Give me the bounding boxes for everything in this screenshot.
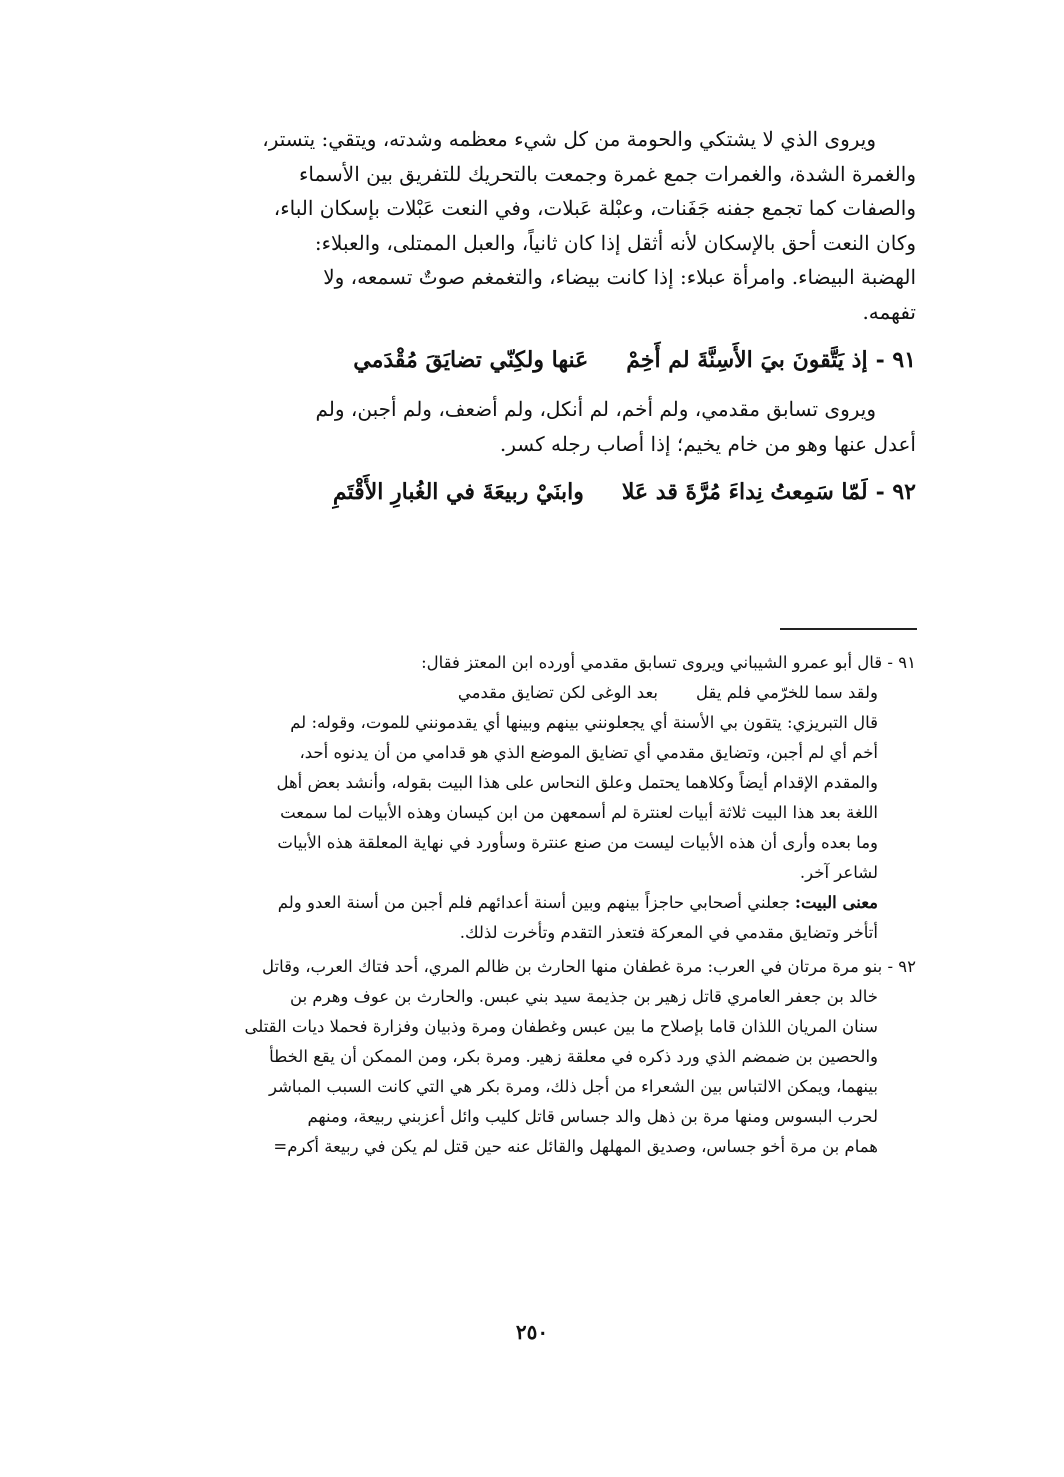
- verse-number: ٩١ -: [875, 347, 916, 373]
- footnote-line: وما بعده وأرى أن هذه الأبيات ليست من صنع عنترة وسأورد في نهاية المعلقة هذه الأبيات: [277, 833, 878, 852]
- verse-second-hemistich: وابنَيْ ربيعَةَ في الغُبارِ الأَقْتَمِ: [332, 479, 584, 505]
- commentary-line: الهضبة البيضاء. وامرأة عبلاء: إذا كانت بيضاء، والتغمغم صوتٌ تسمعه، ولا: [323, 265, 916, 289]
- footnote-line: همام بن مرة أخو جساس، وصديق المهلهل والقائل عنه حين قتل لم يكن في ربيعة أكرم=: [273, 1137, 878, 1156]
- footnote-line: قال التبريزي: يتقون بي الأسنة أي يجعلونني بينهم وبينها أي يقدمونني للموت، وقوله: لم: [290, 713, 878, 732]
- footnote-line: لشاعر آخر.: [799, 863, 878, 882]
- couplet-first-hemistich: ولقد سما للخرّمي فلم يقل: [696, 683, 878, 702]
- footnote-line: لحرب البسوس ومنها مرة بن ذهل والد جساس قاتل كليب وائل أعزبني ربيعة، ومنهم: [307, 1107, 878, 1126]
- footnote-line: سنان المريان اللذان قاما بإصلاح ما بين عبس وغطفان ومرة وذبيان وفزارة فحملا ديات القتلى: [244, 1017, 878, 1036]
- footnote-lead: ٩٢ - بنو مرة مرتان في العرب: مرة غطفان منها الحارث بن ظالم المري، أحد فتاك العرب، وقاتل: [262, 957, 916, 976]
- footnote-couplet: [150, 678, 916, 708]
- meaning-label: معنى البيت:: [794, 893, 878, 912]
- verse-91: [150, 340, 916, 380]
- footnotes: [150, 648, 916, 1166]
- verse-number: ٩٢ -: [875, 479, 916, 505]
- commentary-line: تفهمه.: [862, 299, 916, 324]
- commentary-line: ويروى تسابق مقدمي، ولم أخم، لم أنكل، ولم أضعف، ولم أجبن، ولم: [315, 397, 876, 421]
- footnote-divider: [780, 628, 917, 630]
- meaning-line: أتأخر وتضايق مقدمي في المعركة فتعذر التقدم وتأخرت لذلك.: [459, 923, 878, 942]
- couplet-second-hemistich: بعد الوغى لكن تضايق مقدمي: [457, 683, 659, 702]
- commentary-paragraph: [150, 122, 916, 329]
- verse-first-hemistich: إذ يَتَّقونَ بيَ الأَسِنَّةَ لم أَخِمْ: [626, 347, 868, 373]
- footnote-line: والمقدم الإقدام أيضاً وكلاهما يحتمل وعلق النحاس على هذا البيت بقوله، وأنشد بعض أهل: [276, 773, 878, 792]
- footnote-line: خالد بن جعفر العامري قاتل زهير بن جذيمة سيد بني عبس. والحارث بن عوف وهرم بن: [290, 987, 878, 1006]
- main-text: [150, 122, 916, 524]
- commentary-line: أعدل عنها وهو من خام يخيم؛ إذا أصاب رجله كسر.: [499, 431, 916, 456]
- meaning-line: [150, 888, 916, 918]
- commentary-line: والصفات كما تجمع جفنه جَفَنات، وعبْلة عَبلات، وفي النعت عَبْلات بإسكان الباء،: [273, 196, 916, 220]
- commentary-91-paragraph: [150, 392, 916, 461]
- commentary-line: ويروى الذي لا يشتكي والحومة من كل شيء معظمه وشدته، ويتقي: يتستر،: [262, 127, 876, 151]
- verse-second-hemistich: عَنها ولكِنّي تضايَقَ مُقْدَمي: [353, 347, 589, 373]
- footnote-91: [150, 648, 916, 948]
- footnote-lead: ٩١ - قال أبو عمرو الشيباني ويروى تسابق مقدمي أورده ابن المعتز فقال:: [421, 653, 916, 672]
- meaning-text: جعلني أصحابي حاجزاً بينهم وبين أسنة أعدائهم فلم أجبن من أسنة العدو ولم: [277, 893, 790, 912]
- commentary-line: والغمرة الشدة، والغمرات جمع غمرة وجمعت بالتحريك للتفريق بين الأسماء: [298, 161, 916, 186]
- footnote-line: اللغة بعد هذا البيت ثلاثة أبيات لعنترة لم أسمعهن من ابن كيسان وهذه الأبيات لما سمعت: [280, 803, 878, 822]
- verse-92: [150, 472, 916, 512]
- footnote-line: والحصين بن ضمضم الذي ورد ذكره في معلقة زهير. ومرة بكر، ومن الممكن أن يقع الخطأ: [269, 1047, 878, 1066]
- commentary-line: وكان النعت أحق بالإسكان لأنه أثقل إذا كان ثانياً، والعبل الممتلى، والعبلاء:: [314, 230, 916, 255]
- footnote-line: أخم أي لم أجبن، وتضايق مقدمي أي تضايق الموضع الذي هو قدامي من أن يدنوه أحد،: [299, 743, 878, 762]
- footnote-line: بينهما، ويمكن الالتباس بين الشعراء من أجل ذلك، ومرة بكر هي التي كانت السبب المباشر: [269, 1077, 878, 1096]
- verse-first-hemistich: لَمّا سَمِعتُ نِداءَ مُرَّةَ قد عَلا: [621, 479, 868, 505]
- page-number: ٢٥٠: [515, 1320, 549, 1344]
- footnote-92: [150, 952, 916, 1162]
